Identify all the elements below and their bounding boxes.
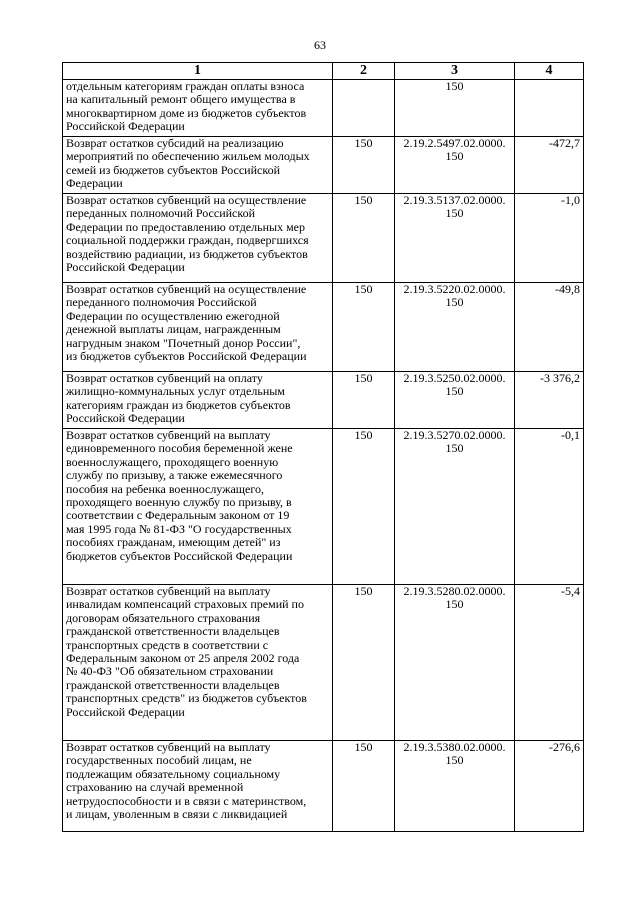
revenue-name-line: Российской Федерации: [66, 119, 185, 134]
revenue-name-line: военнослужащего, проходящего военную: [66, 454, 279, 469]
classification-code-cell: [395, 372, 515, 429]
revenue-name-line: пособия на ребенка военнослужащего,: [66, 481, 264, 496]
revenue-name-line: Федерации по предоставлению отдельных мер: [66, 219, 305, 234]
revenue-name-line: Федерации по осуществлению ежегодной: [66, 308, 280, 323]
amount-cell: -276,6: [515, 741, 584, 832]
revenue-name-line: пособиях гражданам, имеющим детей" из: [66, 535, 281, 550]
revenue-name-cell: [63, 429, 333, 585]
revenue-name-line: Российской Федерации: [66, 260, 185, 275]
revenue-name-line: на капитальный ремонт общего имущества в: [66, 92, 296, 107]
revenue-name-line: социальной поддержки граждан, подвергшихся: [66, 233, 309, 248]
revenue-name-cell: [63, 741, 333, 832]
revenue-name-line: денежной выплаты лицам, награжденным: [66, 322, 281, 337]
classification-code-cell: [395, 741, 515, 832]
revenue-name-line: договорам обязательного страхования: [66, 610, 261, 625]
classification-code-cell: [395, 194, 515, 283]
classification-code-line: 2.19.3.5280.02.0000.: [403, 584, 506, 598]
table-row: [63, 741, 584, 832]
column-header-2: 2: [333, 63, 395, 80]
classification-code-line: 2.19.3.5250.02.0000.: [403, 371, 506, 385]
revenue-name-line: гражданской ответственности владельцев: [66, 624, 280, 639]
amount-cell: -5,4: [515, 585, 584, 741]
revenue-name-cell: [63, 585, 333, 741]
revenue-name-line: семей из бюджетов субъектов Российской: [66, 162, 280, 177]
revenue-name-line: Возврат остатков субсидий на реализацию: [66, 136, 284, 150]
revenue-name-line: мая 1995 года № 81-ФЗ "О государственных: [66, 521, 292, 536]
amount-cell: -49,8: [515, 283, 584, 372]
column-header-4: 4: [515, 63, 584, 80]
column-header-1: 1: [63, 63, 333, 80]
classification-code-line: 2.19.3.5380.02.0000.: [403, 740, 506, 754]
table-row: [63, 137, 584, 194]
classification-code-line: 2.19.2.5497.02.0000.: [403, 136, 506, 150]
revenue-name-cell: [63, 283, 333, 372]
revenue-name-line: нагрудным знаком "Почетный донор России",: [66, 335, 301, 350]
revenue-name-line: категориям граждан из бюджетов субъектов: [66, 397, 291, 412]
admin-code-cell: 150: [333, 585, 395, 741]
revenue-name-line: переданных полномочий Российской: [66, 206, 255, 221]
table-header-row: [63, 63, 584, 80]
table-row: [63, 194, 584, 283]
revenue-name-line: Возврат остатков субвенций на выплату: [66, 740, 271, 754]
revenue-name-line: Возврат остатков субвенций на выплату: [66, 584, 271, 598]
amount-cell: [515, 80, 584, 137]
revenue-name-cell: [63, 372, 333, 429]
amount-cell: -472,7: [515, 137, 584, 194]
classification-code-line: 150: [445, 384, 464, 399]
revenue-name-cell: [63, 194, 333, 283]
admin-code-cell: 150: [333, 429, 395, 585]
admin-code-cell: 150: [333, 137, 395, 194]
budget-table: [62, 62, 584, 832]
table-body: [63, 80, 584, 832]
table-row: [63, 283, 584, 372]
revenue-name-line: Возврат остатков субвенций на осуществление: [66, 193, 307, 207]
column-header-3: 3: [395, 63, 515, 80]
classification-code-line: 2.19.3.5220.02.0000.: [403, 282, 506, 296]
revenue-name-line: соответствии с Федеральным законом от 19: [66, 508, 290, 523]
revenue-name-line: жилищно-коммунальных услуг отдельным: [66, 384, 285, 399]
revenue-name-line: и лицам, уволенным в связи с ликвидацией: [66, 807, 288, 822]
revenue-name-line: страхованию на случай временной: [66, 780, 244, 795]
revenue-name-cell: [63, 137, 333, 194]
revenue-name-line: отдельным категориям граждан оплаты взноса: [66, 79, 305, 93]
admin-code-cell: 150: [333, 283, 395, 372]
admin-code-cell: 150: [333, 372, 395, 429]
revenue-name-line: государственных пособий лицам, не: [66, 753, 252, 768]
classification-code-line: 150: [445, 79, 464, 93]
revenue-name-cell: [63, 80, 333, 137]
revenue-name-line: Российской Федерации: [66, 704, 185, 719]
amount-cell: -0,1: [515, 429, 584, 585]
revenue-name-line: транспортных средств" из бюджетов субъектов: [66, 691, 307, 706]
revenue-name-line: единовременного пособия беременной жене: [66, 441, 293, 456]
classification-code-cell: [395, 585, 515, 741]
classification-code-line: 150: [445, 753, 464, 768]
revenue-name-line: Возврат остатков субвенций на оплату: [66, 371, 263, 385]
table-row: [63, 585, 584, 741]
revenue-name-line: инвалидам компенсаций страховых премий по: [66, 597, 304, 612]
classification-code-line: 150: [445, 149, 464, 164]
table-row: [63, 372, 584, 429]
revenue-name-line: гражданской ответственности владельцев: [66, 677, 280, 692]
classification-code-line: 150: [445, 206, 464, 221]
revenue-name-line: Возврат остатков субвенций на осуществление: [66, 282, 307, 296]
classification-code-cell: [395, 137, 515, 194]
classification-code-cell: [395, 80, 515, 137]
classification-code-cell: [395, 283, 515, 372]
classification-code-cell: [395, 429, 515, 585]
revenue-name-line: переданного полномочия Российской: [66, 295, 257, 310]
revenue-name-line: Федеральным законом от 25 апреля 2002 года: [66, 651, 300, 666]
revenue-name-line: № 40-ФЗ "Об обязательном страховании: [66, 664, 274, 679]
revenue-name-line: проходящего военную службу по призыву, в: [66, 495, 292, 510]
revenue-name-line: бюджетов субъектов Российской Федерации: [66, 548, 293, 563]
amount-cell: -1,0: [515, 194, 584, 283]
revenue-name-line: Федерации: [66, 176, 123, 191]
revenue-name-line: подлежащим обязательному социальному: [66, 766, 281, 781]
page-number: 63: [314, 38, 326, 52]
revenue-name-line: транспортных средств в соответствии с: [66, 637, 269, 652]
revenue-name-line: Возврат остатков субвенций на выплату: [66, 428, 271, 442]
classification-code-line: 150: [445, 597, 464, 612]
classification-code-line: 150: [445, 441, 464, 456]
revenue-name-line: воздействию радиации, из бюджетов субъектов: [66, 246, 308, 261]
revenue-name-line: нетрудоспособности и в связи с материнством,: [66, 793, 307, 808]
revenue-name-line: многоквартирном доме из бюджетов субъектов: [66, 105, 307, 120]
classification-code-line: 2.19.3.5270.02.0000.: [403, 428, 506, 442]
classification-code-line: 150: [445, 295, 464, 310]
revenue-name-line: Российской Федерации: [66, 411, 185, 426]
admin-code-cell: 150: [333, 194, 395, 283]
classification-code-line: 2.19.3.5137.02.0000.: [403, 193, 506, 207]
revenue-name-line: мероприятий по обеспечению жильем молодых: [66, 149, 310, 164]
admin-code-cell: 150: [333, 741, 395, 832]
admin-code-cell: [333, 80, 395, 137]
revenue-name-line: из бюджетов субъектов Российской Федерации: [66, 349, 307, 364]
amount-cell: -3 376,2: [515, 372, 584, 429]
table-row: [63, 80, 584, 137]
table-row: [63, 429, 584, 585]
revenue-name-line: службу по призыву, а также ежемесячного: [66, 468, 283, 483]
